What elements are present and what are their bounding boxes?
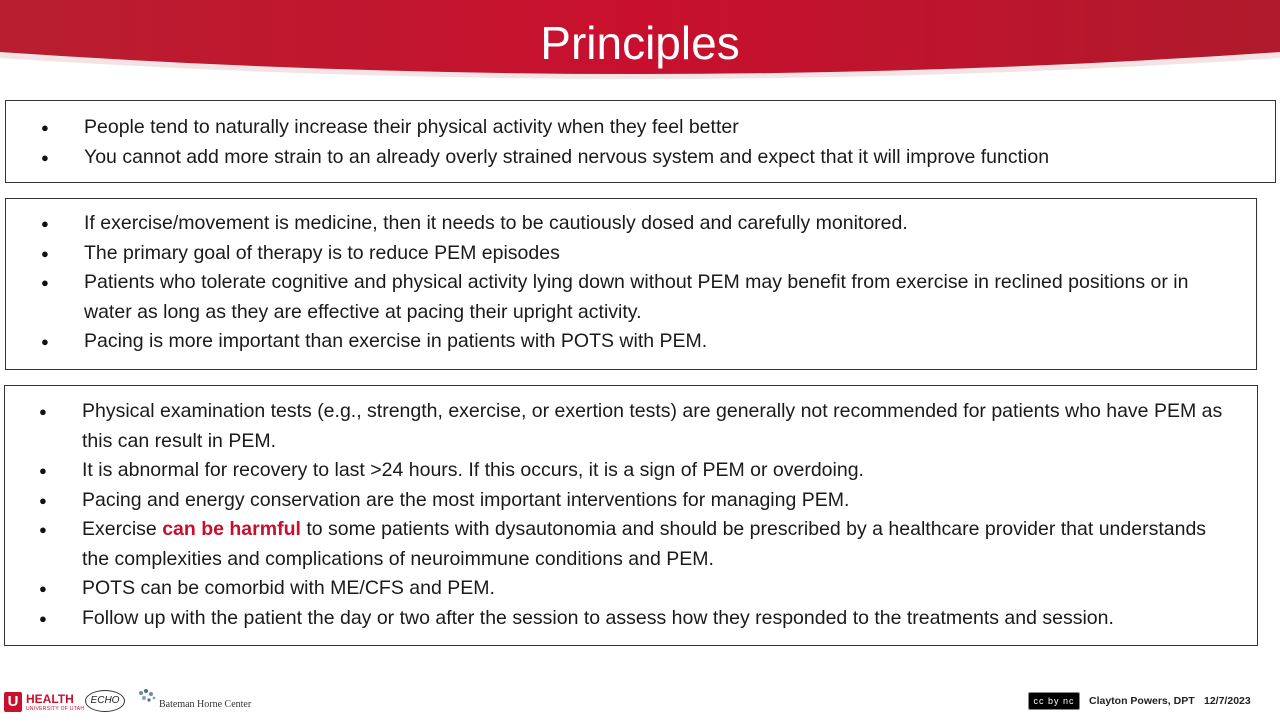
principles-box-2 xyxy=(5,198,1257,370)
list-item-text: Exercise xyxy=(82,518,163,540)
bullet-icon: ● xyxy=(41,149,49,165)
bullet-icon: ● xyxy=(41,216,49,231)
list-item-text: If exercise/movement is medicine, then it needs to be cautiously dosed and carefully monitored. xyxy=(84,212,908,234)
bullet-icon: ● xyxy=(39,522,47,537)
list-item-text: Pacing is more important than exercise in patients with POTS with PEM. xyxy=(84,330,708,352)
bateman-mark-icon xyxy=(137,687,157,707)
principles-box-3 xyxy=(4,385,1258,646)
principles-box-1 xyxy=(5,100,1276,183)
list-item-text: Pacing and energy conservation are the most important interventions for managing PEM. xyxy=(82,488,850,511)
bullet-icon: ● xyxy=(41,120,49,135)
list-item-text: Follow up with the patient the day or two after the session to assess how they responded to the treatments and session. xyxy=(82,606,1114,629)
university-health-logo xyxy=(4,688,84,716)
bullet-icon: ● xyxy=(41,275,49,290)
echo-logo: ECHO xyxy=(85,690,125,712)
bateman-logo-text: Bateman Horne Center xyxy=(159,699,252,710)
list-item xyxy=(41,239,1196,269)
bullet-list xyxy=(41,113,1265,172)
bullet-icon: ● xyxy=(39,610,47,626)
list-item xyxy=(41,209,1196,239)
list-item-text: People tend to naturally increase their physical activity when they feel better xyxy=(84,116,739,138)
bullet-list xyxy=(39,397,1227,633)
list-item xyxy=(39,397,1227,456)
list-item-text: It is abnormal for recovery to last >24 hours. If this occurs, it is a sign of PEM or overdoing. xyxy=(82,459,864,481)
bullet-icon: ● xyxy=(41,334,49,349)
list-item xyxy=(41,268,1196,327)
bullet-icon: ● xyxy=(41,245,49,261)
list-item xyxy=(39,456,1227,486)
health-logo-text: HEALTH xyxy=(26,691,74,706)
list-item-text: The primary goal of therapy is to reduce PEM episodes xyxy=(84,241,560,264)
list-item xyxy=(39,604,1227,634)
list-item xyxy=(39,515,1227,574)
highlight-text: can be harmful xyxy=(162,518,301,540)
list-item xyxy=(39,574,1227,604)
bullet-icon: ● xyxy=(39,492,47,508)
author-name: Clayton Powers, DPT xyxy=(1089,695,1195,707)
list-item xyxy=(41,327,1196,357)
slide-title: Principles xyxy=(540,17,740,69)
list-item-text: Physical examination tests (e.g., strength, exercise, or exertion tests) are generally not recommended for patients who have PEM as this can result in PEM. xyxy=(82,400,1223,452)
slide-footer xyxy=(0,684,1280,720)
bullet-icon: ● xyxy=(39,404,47,419)
list-item-text: POTS can be comorbid with ME/CFS and PEM. xyxy=(82,577,495,599)
slide-date: 12/7/2023 xyxy=(1204,695,1251,707)
bullet-list xyxy=(41,209,1196,357)
health-wordmark xyxy=(26,693,84,712)
list-item xyxy=(39,486,1227,516)
bullet-icon: ● xyxy=(39,581,47,596)
health-logo-subtext: UNIVERSITY OF UTAH xyxy=(26,705,85,712)
creative-commons-badge: cc by nc sa xyxy=(1028,692,1080,710)
bullet-icon: ● xyxy=(39,463,47,478)
u-logo-icon: U xyxy=(4,692,22,712)
list-item xyxy=(41,113,1265,143)
list-item xyxy=(41,143,1265,173)
list-item-text: You cannot add more strain to an already overly strained nervous system and expect that it will improve function xyxy=(84,145,1050,168)
list-item-text: Patients who tolerate cognitive and physical activity lying down without PEM may benefit from exercise in reclined positions or in water as long as they are effective at pacing their upright activity. xyxy=(84,271,1189,323)
list-item-text: to some patients with dysautonomia and should be prescribed by a healthcare provider that understands the complexities and complications of neuroimmune conditions and PEM. xyxy=(82,518,1207,570)
